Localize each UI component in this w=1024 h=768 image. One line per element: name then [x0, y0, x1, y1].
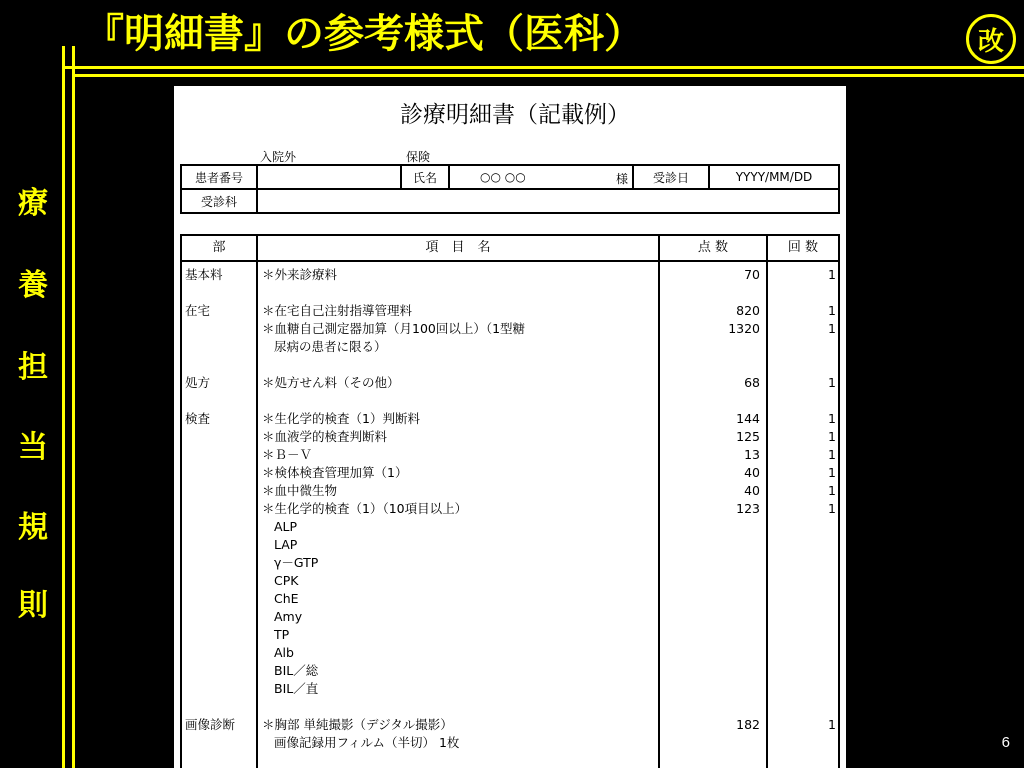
- table-row: [182, 410, 838, 428]
- table-row: [182, 626, 838, 644]
- row-item-name: ＊胸部 単純撮影（デジタル撮影）: [262, 717, 453, 732]
- table-row: [182, 572, 838, 590]
- table-row: [182, 320, 838, 338]
- table-row: [182, 428, 838, 446]
- row-points: 40: [744, 483, 760, 498]
- side-char-5: 規: [18, 510, 48, 545]
- row-points: 125: [736, 429, 760, 444]
- table-row: [182, 500, 838, 518]
- row-item-name: ChE: [274, 591, 299, 606]
- table-row: [182, 554, 838, 572]
- side-char-3: 担: [18, 350, 48, 385]
- header-bu: 部: [212, 240, 226, 255]
- table-row: [182, 464, 838, 482]
- name-label: 氏名: [401, 165, 449, 189]
- slide-title: 『明細書』の参考様式（医科）: [84, 11, 644, 57]
- row-item-name: ＊在宅自己注射指導管理料: [262, 303, 413, 318]
- dept-value: [257, 189, 839, 213]
- row-points: 820: [736, 303, 760, 318]
- row-item-name: CPK: [274, 573, 299, 588]
- row-category: 処方: [185, 375, 211, 390]
- items-table: [180, 234, 840, 768]
- row-count: 1: [828, 717, 836, 732]
- page-number: 6: [1001, 734, 1010, 751]
- revised-badge: 改: [966, 14, 1016, 64]
- row-item-name: Amy: [274, 609, 303, 624]
- row-item-name: ＊生化学的検査（1）（10項目以上）: [262, 501, 468, 516]
- row-count: 1: [828, 411, 836, 426]
- side-char-6: 則: [18, 588, 48, 623]
- table-row: [182, 608, 838, 626]
- table-row: [182, 662, 838, 680]
- row-points: 182: [736, 717, 760, 732]
- row-count: 1: [828, 483, 836, 498]
- row-points: 1320: [728, 321, 760, 336]
- row-item-name: 画像記録用フィルム（半切） 1枚: [274, 735, 460, 750]
- table-row: [182, 302, 838, 320]
- dept-label: 受診科: [181, 189, 257, 213]
- row-item-name: γ－GTP: [274, 555, 319, 570]
- insurance-label: 保険: [406, 150, 431, 164]
- row-item-name: ＊血中微生物: [262, 483, 338, 498]
- patient-no-value: [257, 165, 401, 189]
- row-item-name: ＊生化学的検査（1）判断料: [262, 411, 420, 426]
- row-count: 1: [828, 375, 836, 390]
- row-points: 70: [744, 267, 760, 282]
- table-row: [182, 590, 838, 608]
- row-count: 1: [828, 465, 836, 480]
- side-char-4: 当: [18, 430, 48, 465]
- table-row: [182, 446, 838, 464]
- title-underline-top: [62, 66, 1024, 69]
- row-points: 40: [744, 465, 760, 480]
- row-count: 1: [828, 429, 836, 444]
- row-count: 1: [828, 321, 836, 336]
- row-item-name: 尿病の患者に限る）: [274, 339, 387, 354]
- title-underline-bottom: [72, 74, 1024, 77]
- row-count: 1: [828, 267, 836, 282]
- header-points: 点 数: [697, 240, 729, 255]
- patient-header-table: [180, 164, 840, 214]
- row-item-name: ＊Ｂ－Ｖ: [262, 447, 313, 462]
- row-item-name: ＊血糖自己測定器加算（月100回以上）（1型糖: [262, 321, 526, 336]
- row-item-name: TP: [274, 627, 290, 642]
- row-count: 1: [828, 303, 836, 318]
- visit-date-label: 受診日: [633, 165, 709, 189]
- row-item-name: LAP: [274, 537, 298, 552]
- row-points: 68: [744, 375, 760, 390]
- patient-no-label: 患者番号: [181, 165, 257, 189]
- document-title: 診療明細書（記載例）: [400, 102, 630, 128]
- row-item-name: ＊処方せん料（その他）: [262, 375, 400, 390]
- row-item-name: BIL／直: [274, 681, 319, 696]
- table-row: [182, 644, 838, 662]
- side-char-2: 養: [18, 268, 48, 303]
- row-category: 在宅: [185, 303, 211, 318]
- side-char-1: 療: [18, 186, 48, 221]
- patient-name: ○○ ○○: [480, 170, 526, 184]
- row-item-name: ＊血液学的検査判断料: [262, 429, 388, 444]
- row-item-name: ＊検体検査管理加算（1）: [262, 465, 408, 480]
- table-row: [182, 518, 838, 536]
- row-points: 13: [744, 447, 760, 462]
- items-table-header: [182, 236, 838, 262]
- honorific: 様: [615, 172, 628, 186]
- row-item-name: ALP: [274, 519, 298, 534]
- left-rule-inner: [72, 46, 75, 768]
- statement-document: [174, 86, 846, 768]
- row-item-name: Alb: [274, 645, 294, 660]
- row-category: 検査: [185, 411, 211, 426]
- row-category: 基本料: [185, 267, 223, 282]
- row-count: 1: [828, 447, 836, 462]
- row-points: 123: [736, 501, 760, 516]
- table-row: [182, 338, 838, 356]
- row-item-name: BIL／総: [274, 663, 319, 678]
- row-points: 144: [736, 411, 760, 426]
- table-row: [182, 734, 838, 752]
- table-row: [182, 536, 838, 554]
- table-row: [182, 680, 838, 698]
- table-row: [182, 374, 838, 392]
- table-row: [182, 482, 838, 500]
- name-cell: [449, 165, 633, 189]
- row-category: 画像診断: [185, 717, 236, 732]
- outpatient-label: 入院外: [260, 150, 297, 164]
- row-item-name: ＊外来診療料: [262, 267, 338, 282]
- visit-date-value: YYYY/MM/DD: [709, 165, 839, 189]
- header-count: 回 数: [787, 240, 819, 255]
- header-item: 項 目 名: [425, 240, 491, 255]
- table-row: [182, 716, 838, 734]
- table-row: [182, 266, 838, 284]
- row-count: 1: [828, 501, 836, 516]
- left-rule-outer: [62, 46, 65, 768]
